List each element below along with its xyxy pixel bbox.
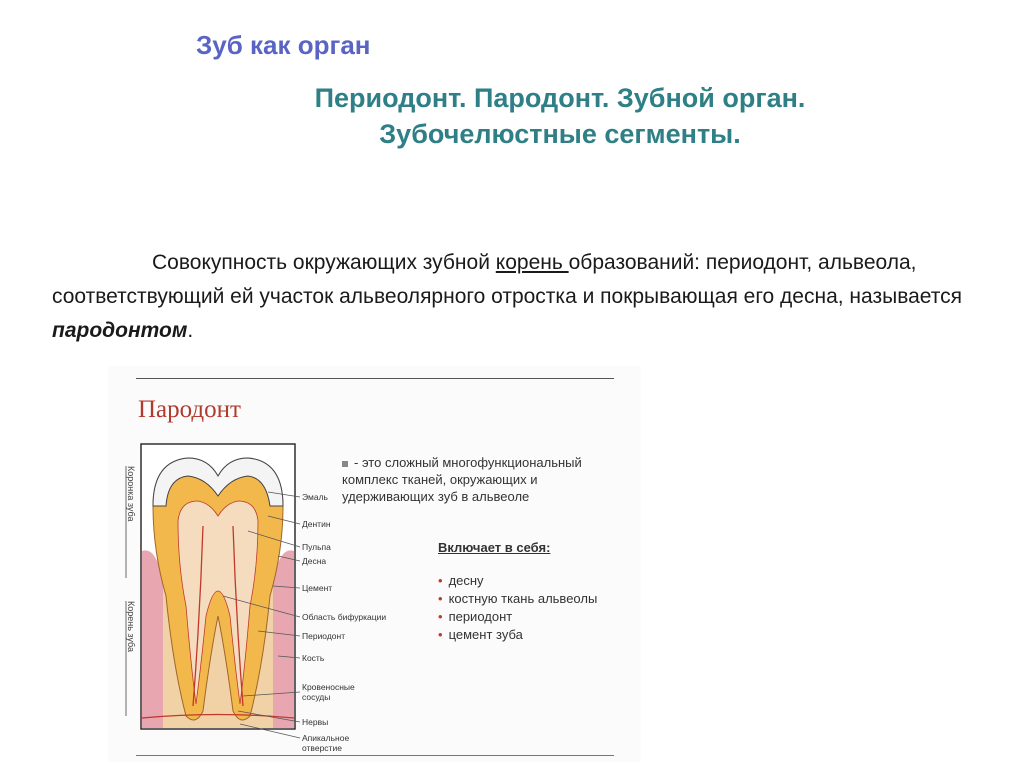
label-cement: Цемент: [302, 583, 333, 593]
figure-description: [342, 454, 632, 505]
definition-term: пародонтом: [52, 319, 188, 342]
definition-text-1: Совокупность окружающих зубной: [152, 251, 496, 274]
label-apical-1: Апикальное: [302, 733, 350, 743]
paradont-figure: [108, 366, 641, 762]
definition-text-2: образований: периодонт, альвеола, соответствующий ей участок альвеолярного отростка и покрывающая его десна, называется: [52, 251, 963, 308]
definition-paragraph: [52, 246, 982, 348]
slide-subtitle: [200, 80, 920, 152]
square-bullet-icon: [342, 461, 348, 467]
subtitle-line-1: Периодонт. Пародонт. Зубной орган.: [314, 83, 806, 113]
tooth-diagram: [108, 366, 428, 758]
label-enamel: Эмаль: [302, 492, 328, 502]
label-periodont: Периодонт: [302, 631, 346, 641]
label-vessels-1: Кровеносные: [302, 682, 355, 692]
label-apical-2: отверстие: [302, 743, 342, 753]
list-item: • десну: [438, 572, 597, 590]
side-label-crown: Коронка зуба: [126, 466, 136, 522]
label-bifurcation: Область бифуркации: [302, 612, 387, 622]
definition-underlined-word: корень: [495, 251, 569, 274]
label-pulp: Пульпа: [302, 542, 331, 552]
figure-includes-list: [438, 572, 597, 644]
slide-title: Зуб как орган: [196, 30, 371, 60]
list-item: • периодонт: [438, 608, 597, 626]
label-dentin: Дентин: [302, 519, 331, 529]
figure-includes-heading: Включает в себя:: [438, 540, 551, 555]
label-vessels-2: сосуды: [302, 692, 331, 702]
figure-description-text: - это сложный многофункциональный комплекс тканей, окружающих и удерживающих зуб в альвеоле: [342, 455, 582, 504]
label-nerves: Нервы: [302, 717, 329, 727]
label-gum: Десна: [302, 556, 327, 566]
side-label-root: Корень зуба: [126, 601, 136, 652]
list-item: • костную ткань альвеолы: [438, 590, 597, 608]
list-item: • цемент зуба: [438, 626, 597, 644]
subtitle-line-2: Зубочелюстные сегменты.: [379, 119, 741, 149]
definition-end: .: [187, 319, 194, 342]
figure-title: Пародонт: [138, 396, 241, 423]
label-bone: Кость: [302, 653, 325, 663]
figure-bottom-rule: [136, 755, 614, 756]
